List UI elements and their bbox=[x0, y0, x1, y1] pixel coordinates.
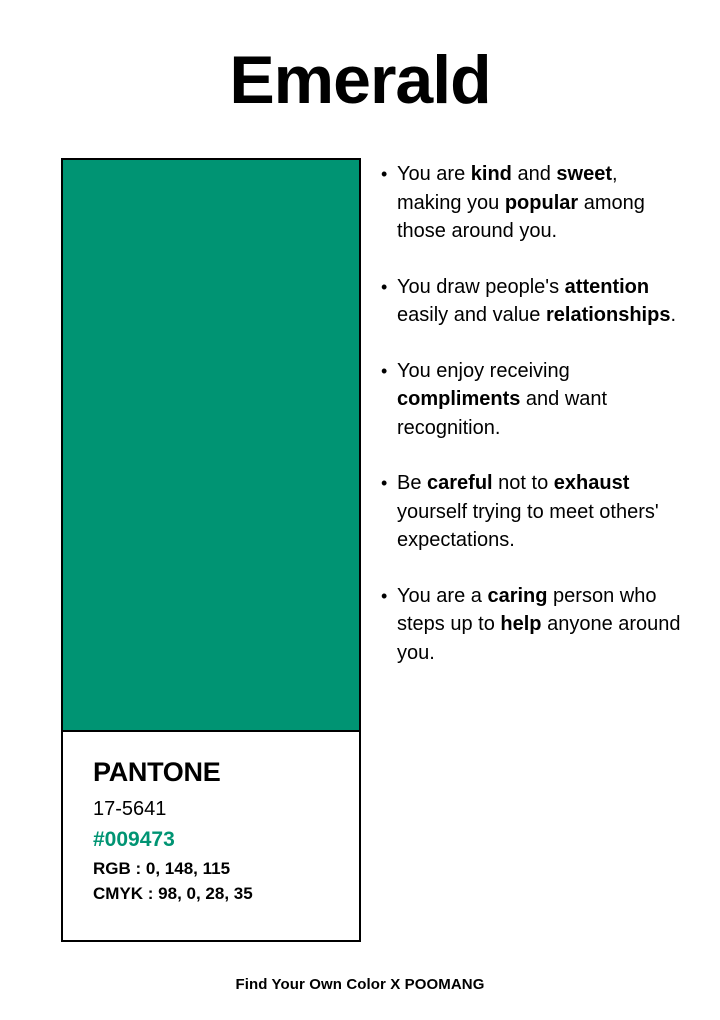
bullet-icon: • bbox=[381, 164, 388, 184]
plain-text: person who steps up to bbox=[397, 584, 657, 635]
list-item bbox=[381, 582, 681, 668]
plain-text: yourself trying to meet others' expectations. bbox=[397, 500, 659, 551]
list-item-text bbox=[397, 273, 681, 330]
list-item bbox=[381, 357, 681, 443]
trait-list bbox=[381, 160, 681, 667]
plain-text: not to bbox=[492, 472, 554, 494]
cmyk-value: CMYK : 98, 0, 28, 35 bbox=[93, 883, 253, 903]
pantone-swatch-card bbox=[61, 158, 361, 942]
list-item-text bbox=[397, 160, 681, 246]
plain-text: , making you bbox=[397, 163, 618, 214]
emphasis-text: attention bbox=[564, 275, 650, 298]
page-title: Emerald bbox=[229, 42, 491, 118]
plain-text: among those around you. bbox=[397, 191, 645, 242]
list-item bbox=[381, 469, 681, 555]
list-item bbox=[381, 273, 681, 330]
emphasis-text: relationships bbox=[545, 304, 671, 326]
emphasis-text: kind bbox=[470, 163, 512, 185]
rgb-value: RGB : 0, 148, 115 bbox=[93, 859, 231, 879]
pantone-label: PANTONE bbox=[93, 757, 221, 787]
swatch-info bbox=[63, 732, 359, 940]
color-swatch bbox=[63, 160, 359, 730]
bullet-icon: • bbox=[381, 473, 388, 493]
plain-text: You enjoy receiving bbox=[397, 359, 570, 382]
plain-text: Be bbox=[397, 472, 428, 494]
plain-text: You are bbox=[397, 163, 471, 185]
list-item-text bbox=[397, 469, 681, 555]
emphasis-text: sweet bbox=[556, 163, 612, 185]
hex-value: #009473 bbox=[93, 827, 175, 851]
emphasis-text: popular bbox=[504, 191, 579, 214]
plain-text: You draw people's bbox=[397, 275, 565, 298]
plain-text: and want recognition. bbox=[397, 388, 608, 439]
plain-text: and bbox=[511, 163, 557, 185]
plain-text: anyone around you. bbox=[397, 613, 681, 664]
bullet-icon: • bbox=[381, 585, 388, 606]
emphasis-text: compliments bbox=[397, 388, 521, 410]
bullet-icon: • bbox=[381, 360, 388, 381]
list-item-text bbox=[397, 582, 681, 668]
emphasis-text: exhaust bbox=[553, 472, 630, 494]
emphasis-text: help bbox=[500, 613, 542, 635]
list-item bbox=[381, 160, 681, 246]
footer-credit: Find Your Own Color X POOMANG bbox=[235, 976, 485, 993]
plain-text: You are a bbox=[397, 584, 488, 607]
emphasis-text: caring bbox=[487, 584, 548, 607]
bullet-icon: • bbox=[381, 276, 388, 297]
pantone-code: 17-5641 bbox=[93, 797, 167, 820]
emphasis-text: careful bbox=[427, 472, 493, 494]
plain-text: easily and value bbox=[397, 304, 546, 326]
list-item-text bbox=[397, 357, 681, 443]
plain-text: . bbox=[670, 304, 677, 326]
